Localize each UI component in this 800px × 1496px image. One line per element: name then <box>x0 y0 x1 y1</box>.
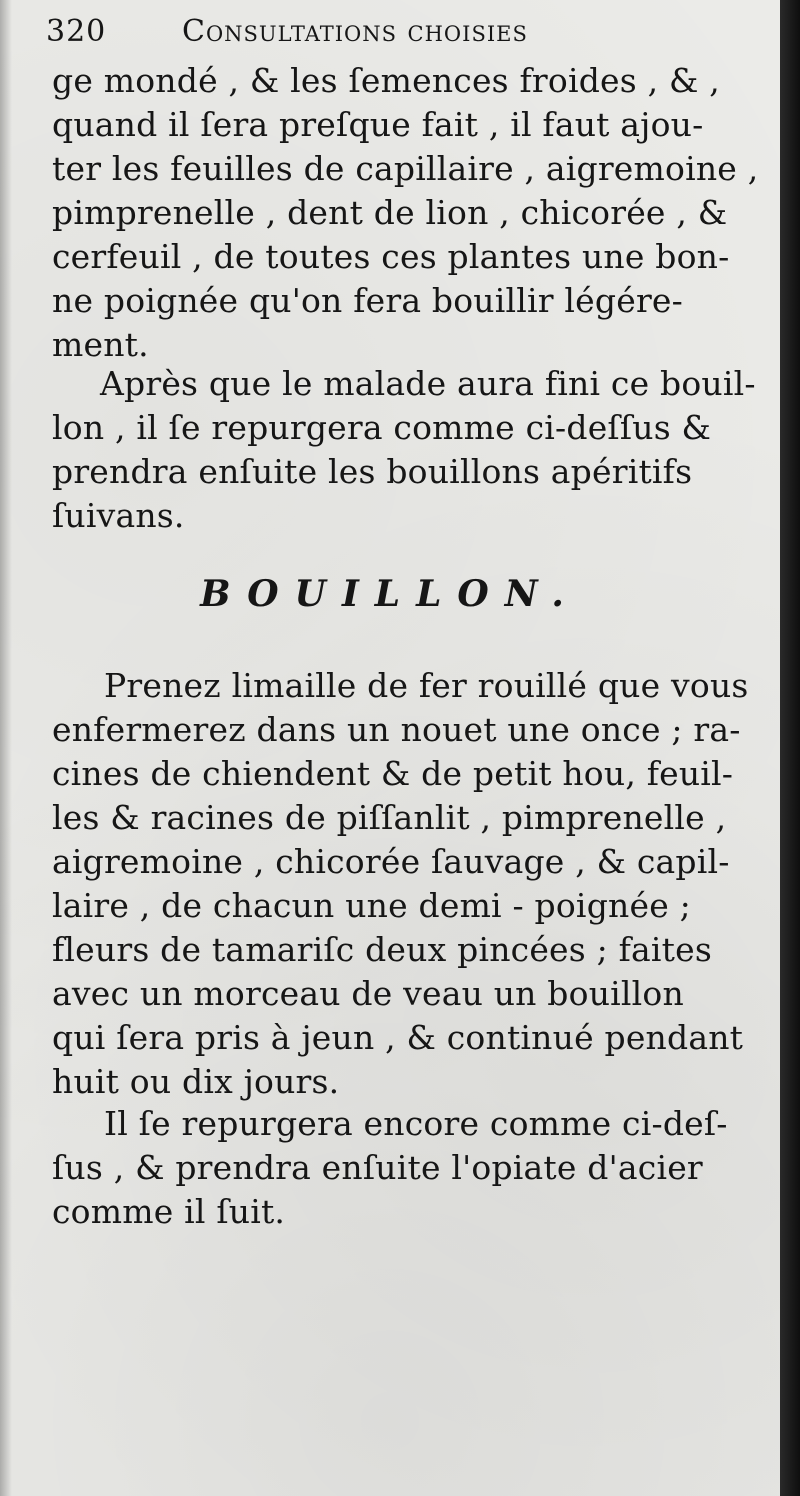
text-line: les & racines de piſſanlit , pimprenelle , <box>52 798 727 837</box>
text-line: huit ou dix jours. <box>52 1062 340 1101</box>
text-line: enfermerez dans un nouet une once ; ra- <box>52 710 741 749</box>
text-line: laire , de chacun une demi - poignée ; <box>52 886 691 925</box>
text-line: ſus , & prendra enſuite l'opiate d'acier <box>52 1148 703 1187</box>
text-line: avec un morceau de veau un bouillon <box>52 974 684 1013</box>
scan-margin <box>780 0 800 1496</box>
text-line: cines de chiendent & de petit hou, feuil- <box>52 754 734 793</box>
text-line: cerfeuil , de toutes ces plantes une bon- <box>52 237 730 276</box>
text-line: ne poignée qu'on fera bouillir légére- <box>52 281 684 320</box>
text-line: comme il ſuit. <box>52 1192 286 1231</box>
text-line: pimprenelle , dent de lion , chicorée , & <box>52 193 728 232</box>
text-line: Il ſe repurgera encore comme ci-deſ- <box>104 1104 728 1143</box>
text-line: ter les feuilles de capillaire , aigremoine , <box>52 149 759 188</box>
page-number: 320 <box>46 14 107 49</box>
text-line: Prenez limaille de fer rouillé que vous <box>104 666 749 705</box>
text-line: Après que le malade aura fini ce bouil- <box>100 364 756 403</box>
text-line: ſuivans. <box>52 496 185 535</box>
text-line: fleurs de tamariſc deux pincées ; faites <box>52 930 712 969</box>
text-line: prendra enſuite les bouillons apéritifs <box>52 452 693 491</box>
text-line: aigremoine , chicorée ſauvage , & capil- <box>52 842 730 881</box>
text-line: ment. <box>52 325 149 364</box>
text-line: qui ſera pris à jeun , & continué pendant <box>52 1018 744 1057</box>
running-head: Consultations choisies <box>182 14 528 49</box>
text-line: ge mondé , & les ſemences froides , & , <box>52 61 720 100</box>
text-line: quand il ſera preſque fait , il faut ajou- <box>52 105 704 144</box>
page-edge-shadow <box>0 0 12 1496</box>
section-heading: BOUILLON. <box>200 573 580 615</box>
page-header <box>46 14 686 58</box>
text-line: lon , il ſe repurgera comme ci-deſſus & <box>52 408 712 447</box>
